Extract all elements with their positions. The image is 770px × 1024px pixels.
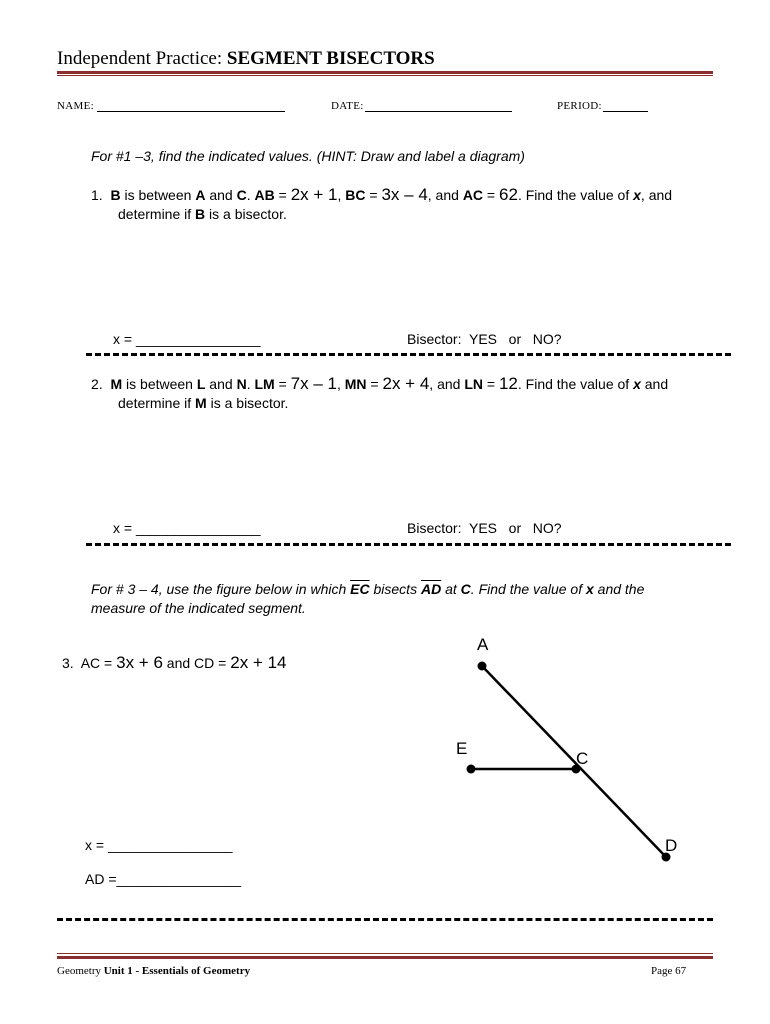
segment-ad	[482, 666, 666, 857]
q1-bisector-choice[interactable]: Bisector: YES or NO?	[407, 331, 562, 347]
page-number: Page 67	[651, 965, 687, 977]
dashed-divider	[86, 353, 731, 356]
point-a	[478, 662, 487, 671]
question-1: 1. B is between A and C. AB = 2x + 1, BC = 3x – 4, and AC = 62. Find the value of x, and	[91, 185, 673, 204]
section2-instruction-line2: measure of the indicated segment.	[91, 600, 306, 616]
question-2: 2. M is between L and N. LM = 7x – 1, MN = 2x + 4, and LN = 12. Find the value of x and	[91, 374, 669, 393]
q2-x-answer[interactable]: x = ________________	[113, 520, 261, 536]
label-c: C	[576, 749, 589, 768]
footer-course: Geometry Unit 1 - Essentials of Geometry	[57, 965, 251, 977]
point-e	[467, 765, 476, 774]
footer-rule-thin	[57, 953, 713, 954]
header-rule-thin	[57, 75, 713, 76]
date-field[interactable]: DATE:	[331, 100, 512, 112]
dashed-divider	[86, 543, 731, 546]
q2-bisector-choice[interactable]: Bisector: YES or NO?	[407, 520, 562, 536]
q1-x-answer[interactable]: x = ________________	[113, 331, 261, 347]
question-1-line2: determine if B is a bisector.	[118, 206, 287, 222]
label-a: A	[477, 635, 489, 654]
dashed-divider-bottom	[57, 918, 713, 921]
q3-ad-answer[interactable]: AD =________________	[85, 871, 242, 887]
section1-instruction: For #1 –3, find the indicated values. (HINT: Draw and label a diagram)	[91, 148, 525, 164]
q3-x-answer[interactable]: x = ________________	[85, 837, 233, 853]
question-2-line2: determine if M is a bisector.	[118, 395, 289, 411]
label-e: E	[456, 739, 468, 758]
header-rule	[57, 71, 713, 74]
section2-instruction: For # 3 – 4, use the figure below in which $\overline{EC}$ bisects $\overline{AD}$ at C. Find the value of x and the	[91, 581, 645, 597]
footer-rule	[57, 956, 713, 959]
page-title: Independent Practice: SEGMENT BISECTORS	[57, 48, 435, 69]
name-field[interactable]: NAME:	[57, 100, 285, 112]
period-field[interactable]: PERIOD:	[557, 100, 648, 112]
segment-figure	[440, 630, 700, 880]
label-d: D	[665, 836, 678, 855]
question-3: 3. AC = 3x + 6 and CD = 2x + 14	[62, 653, 287, 672]
